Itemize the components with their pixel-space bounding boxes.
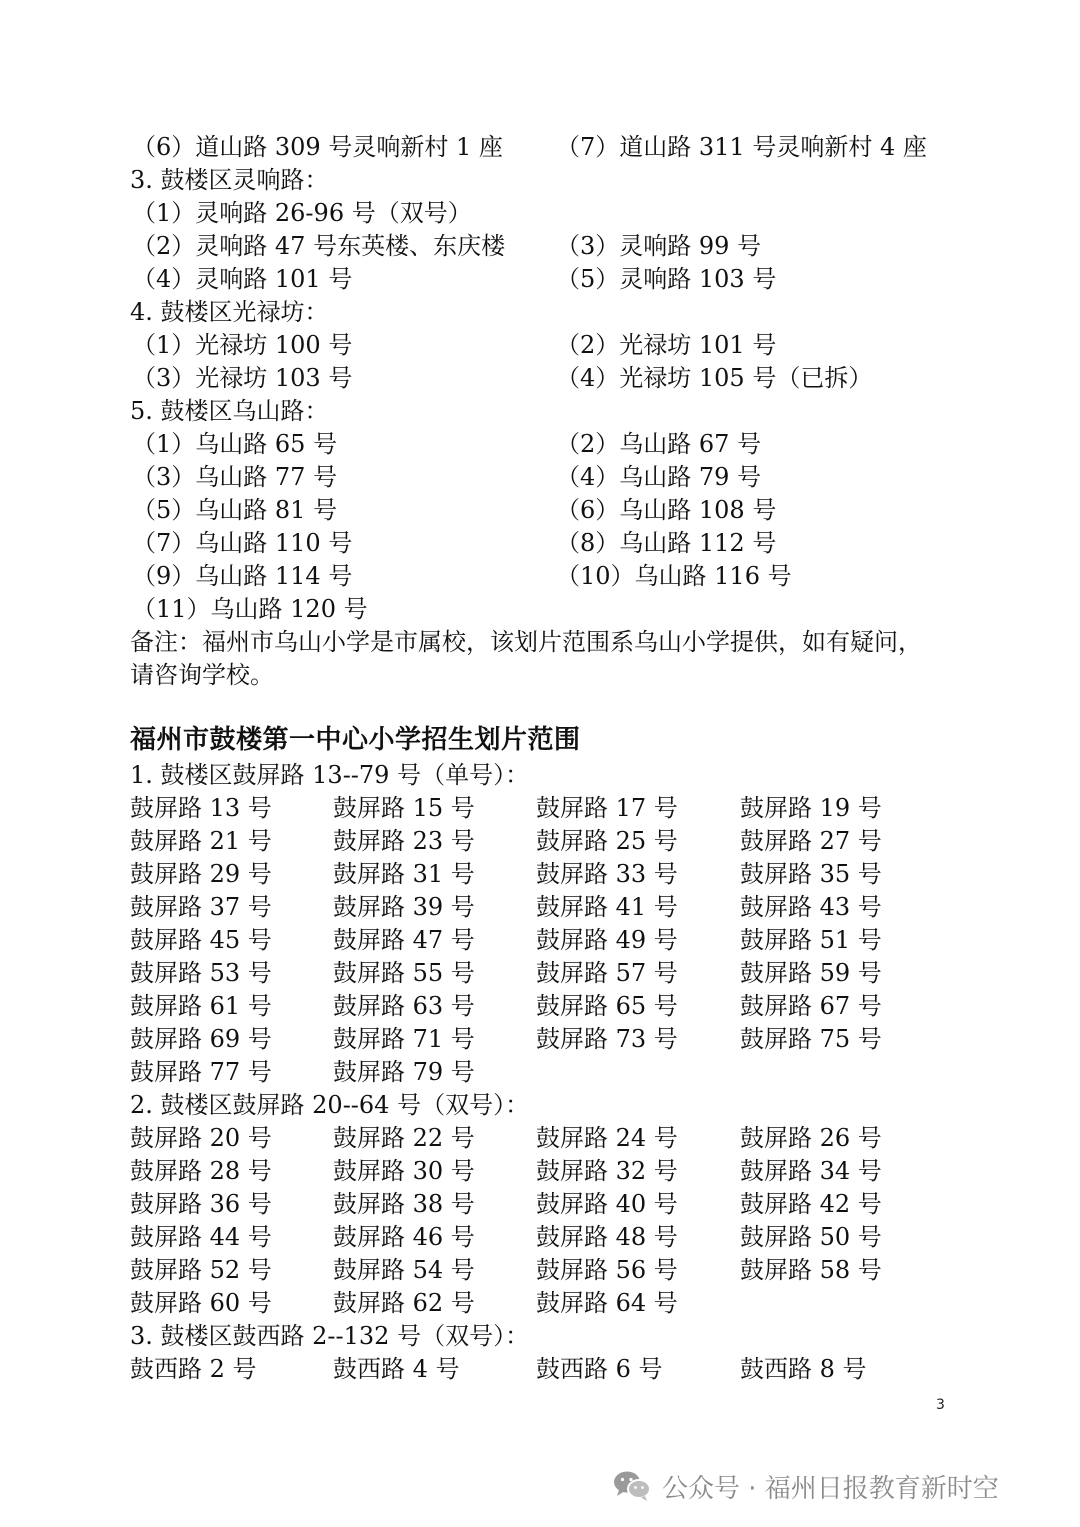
note-text: 请咨询学校。 (130, 661, 274, 689)
address-item: 鼓屏路 30 号 (333, 1157, 475, 1185)
address-item: 鼓西路 4 号 (333, 1355, 460, 1383)
address-item: 鼓屏路 63 号 (333, 992, 475, 1020)
list-item: （4）乌山路 79 号 (556, 463, 762, 491)
address-item: 鼓屏路 79 号 (333, 1058, 475, 1086)
list-item: （1）乌山路 65 号 (132, 430, 338, 458)
address-item: 鼓屏路 53 号 (130, 959, 272, 987)
section-title (0, 759, 1080, 792)
address-row (0, 1287, 1080, 1320)
section-title (0, 296, 1080, 329)
address-row (0, 858, 1080, 891)
address-item: 鼓屏路 40 号 (536, 1190, 678, 1218)
address-item: 鼓屏路 20 号 (130, 1124, 272, 1152)
address-item: 鼓屏路 54 号 (333, 1256, 475, 1284)
address-item: 鼓屏路 55 号 (333, 959, 475, 987)
section-title (0, 1089, 1080, 1122)
list-item: （4）光禄坊 105 号（已拆） (556, 364, 873, 392)
address-item: 鼓屏路 13 号 (130, 794, 272, 822)
list-item: （4）灵响路 101 号 (132, 265, 353, 293)
address-item: 鼓屏路 35 号 (740, 860, 882, 888)
address-row (0, 1023, 1080, 1056)
list-item: （5）乌山路 81 号 (132, 496, 338, 524)
section-title-text: 5. 鼓楼区乌山路： (130, 397, 329, 425)
section-title-text: 3. 鼓楼区鼓西路 2--132 号（双号）： (130, 1322, 530, 1350)
list-item: （6）道山路 309 号灵响新村 1 座 (132, 133, 503, 161)
address-item: 鼓屏路 25 号 (536, 827, 678, 855)
section-title (0, 164, 1080, 197)
address-item: 鼓屏路 50 号 (740, 1223, 882, 1251)
address-item: 鼓屏路 47 号 (333, 926, 475, 954)
address-item: 鼓屏路 24 号 (536, 1124, 678, 1152)
watermark (612, 1464, 999, 1508)
address-row (0, 825, 1080, 858)
address-item: 鼓屏路 43 号 (740, 893, 882, 921)
address-item: 鼓屏路 48 号 (536, 1223, 678, 1251)
section-title-text: 1. 鼓楼区鼓屏路 13--79 号（单号）： (130, 761, 530, 789)
list-item: （3）灵响路 99 号 (556, 232, 762, 260)
address-item: 鼓屏路 26 号 (740, 1124, 882, 1152)
address-item: 鼓屏路 69 号 (130, 1025, 272, 1053)
address-row (0, 1056, 1080, 1089)
section-title-text: 3. 鼓楼区灵响路： (130, 166, 329, 194)
list-item: （2）光禄坊 101 号 (556, 331, 777, 359)
address-item: 鼓屏路 77 号 (130, 1058, 272, 1086)
address-item: 鼓屏路 32 号 (536, 1157, 678, 1185)
note (0, 626, 1080, 659)
list-row (0, 560, 1080, 593)
address-row (0, 1353, 1080, 1386)
address-item: 鼓屏路 59 号 (740, 959, 882, 987)
list-row (0, 461, 1080, 494)
list-row (0, 329, 1080, 362)
list-item: （1）灵响路 26-96 号（双号） (132, 199, 472, 227)
address-item: 鼓屏路 41 号 (536, 893, 678, 921)
address-item: 鼓屏路 27 号 (740, 827, 882, 855)
address-item: 鼓屏路 67 号 (740, 992, 882, 1020)
list-item: （8）乌山路 112 号 (556, 529, 777, 557)
list-row (0, 263, 1080, 296)
address-row (0, 891, 1080, 924)
list-item: （2）乌山路 67 号 (556, 430, 762, 458)
address-item: 鼓屏路 15 号 (333, 794, 475, 822)
list-item: （5）灵响路 103 号 (556, 265, 777, 293)
note-text: 备注：福州市乌山小学是市属校，该划片范围系乌山小学提供，如有疑问， (130, 628, 922, 656)
address-item: 鼓屏路 52 号 (130, 1256, 272, 1284)
list-item: （11）乌山路 120 号 (132, 595, 368, 623)
list-item: （3）乌山路 77 号 (132, 463, 338, 491)
address-row (0, 1254, 1080, 1287)
address-row (0, 1221, 1080, 1254)
list-row (0, 230, 1080, 263)
address-item: 鼓屏路 61 号 (130, 992, 272, 1020)
list-row (0, 362, 1080, 395)
list-row (0, 593, 1080, 626)
address-item: 鼓屏路 64 号 (536, 1289, 678, 1317)
address-item: 鼓屏路 57 号 (536, 959, 678, 987)
address-row (0, 924, 1080, 957)
address-item: 鼓屏路 21 号 (130, 827, 272, 855)
page-number: 3 (936, 1397, 945, 1413)
address-item: 鼓屏路 42 号 (740, 1190, 882, 1218)
list-row (0, 197, 1080, 230)
address-row (0, 1188, 1080, 1221)
address-row (0, 990, 1080, 1023)
note (0, 659, 1080, 692)
address-item: 鼓屏路 28 号 (130, 1157, 272, 1185)
address-item: 鼓屏路 29 号 (130, 860, 272, 888)
list-item: （6）乌山路 108 号 (556, 496, 777, 524)
list-item: （1）光禄坊 100 号 (132, 331, 353, 359)
section-title (0, 1320, 1080, 1353)
address-row (0, 957, 1080, 990)
page-heading-text: 福州市鼓楼第一中心小学招生划片范围 (130, 725, 581, 755)
section-title (0, 395, 1080, 428)
address-item: 鼓屏路 75 号 (740, 1025, 882, 1053)
address-item: 鼓屏路 65 号 (536, 992, 678, 1020)
address-item: 鼓屏路 17 号 (536, 794, 678, 822)
address-item: 鼓屏路 58 号 (740, 1256, 882, 1284)
list-item: （10）乌山路 116 号 (556, 562, 792, 590)
watermark-text: 公众号 · 福州日报教育新时空 (662, 1473, 999, 1504)
address-item: 鼓屏路 46 号 (333, 1223, 475, 1251)
address-item: 鼓西路 6 号 (536, 1355, 663, 1383)
address-item: 鼓屏路 38 号 (333, 1190, 475, 1218)
address-item: 鼓屏路 56 号 (536, 1256, 678, 1284)
list-item: （2）灵响路 47 号东英楼、东庆楼 (132, 232, 506, 260)
address-item: 鼓屏路 60 号 (130, 1289, 272, 1317)
address-item: 鼓屏路 34 号 (740, 1157, 882, 1185)
list-item: （7）道山路 311 号灵响新村 4 座 (556, 133, 927, 161)
address-item: 鼓屏路 73 号 (536, 1025, 678, 1053)
list-row (0, 527, 1080, 560)
page-heading (0, 724, 1080, 757)
wechat-icon (612, 1469, 652, 1503)
address-row (0, 792, 1080, 825)
list-item: （3）光禄坊 103 号 (132, 364, 353, 392)
address-item: 鼓屏路 33 号 (536, 860, 678, 888)
address-item: 鼓屏路 23 号 (333, 827, 475, 855)
section-title-text: 4. 鼓楼区光禄坊： (130, 298, 329, 326)
address-item: 鼓屏路 62 号 (333, 1289, 475, 1317)
address-item: 鼓屏路 39 号 (333, 893, 475, 921)
address-item: 鼓屏路 44 号 (130, 1223, 272, 1251)
address-item: 鼓屏路 71 号 (333, 1025, 475, 1053)
address-item: 鼓西路 8 号 (740, 1355, 867, 1383)
list-row (0, 131, 1080, 164)
address-row (0, 1155, 1080, 1188)
address-item: 鼓屏路 45 号 (130, 926, 272, 954)
address-item: 鼓西路 2 号 (130, 1355, 257, 1383)
list-row (0, 494, 1080, 527)
address-item: 鼓屏路 22 号 (333, 1124, 475, 1152)
list-item: （9）乌山路 114 号 (132, 562, 353, 590)
address-item: 鼓屏路 51 号 (740, 926, 882, 954)
address-item: 鼓屏路 19 号 (740, 794, 882, 822)
section-title-text: 2. 鼓楼区鼓屏路 20--64 号（双号）： (130, 1091, 530, 1119)
address-item: 鼓屏路 31 号 (333, 860, 475, 888)
address-row (0, 1122, 1080, 1155)
address-item: 鼓屏路 49 号 (536, 926, 678, 954)
address-item: 鼓屏路 37 号 (130, 893, 272, 921)
list-row (0, 428, 1080, 461)
address-item: 鼓屏路 36 号 (130, 1190, 272, 1218)
list-item: （7）乌山路 110 号 (132, 529, 353, 557)
